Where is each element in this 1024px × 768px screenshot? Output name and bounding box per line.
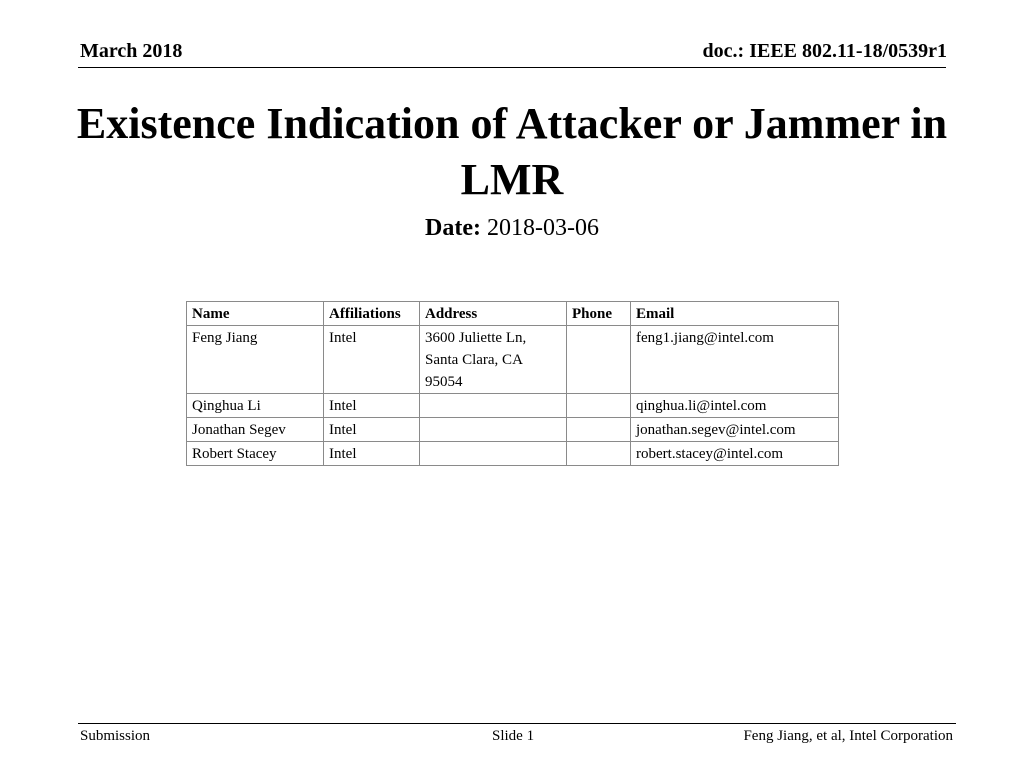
author-affiliation: Intel [324,418,420,442]
author-address [420,442,567,466]
header-date: March 2018 [80,40,183,62]
author-name: Jonathan Segev [187,418,324,442]
column-header-email: Email [631,302,839,326]
column-header-name: Name [187,302,324,326]
author-phone [567,326,631,394]
author-affiliation: Intel [324,394,420,418]
footer-author: Feng Jiang, et al, Intel Corporation [743,728,953,744]
author-email: qinghua.li@intel.com [631,394,839,418]
date-value: 2018-03-06 [486,215,599,241]
header-doc-id: doc.: IEEE 802.11-18/0539r1 [702,40,947,62]
date-line [0,215,1024,242]
author-affiliation: Intel [324,442,420,466]
date-label: Date: [425,215,481,241]
author-name: Robert Stacey [187,442,324,466]
table-row [187,418,839,442]
author-name: Qinghua Li [187,394,324,418]
column-header-address: Address [420,302,567,326]
author-address [420,394,567,418]
authors-table [186,301,839,466]
author-address [420,418,567,442]
footer-submission: Submission [80,728,151,744]
author-name: Feng Jiang [187,326,324,394]
author-affiliation: Intel [324,326,420,394]
author-phone [567,394,631,418]
author-address: 3600 Juliette Ln, Santa Clara, CA 95054 [420,326,567,394]
slide-title: Existence Indication of Attacker or Jammer in LMR [76,99,948,204]
author-email: robert.stacey@intel.com [631,442,839,466]
table-row [187,326,839,394]
author-phone [567,418,631,442]
table-row [187,394,839,418]
header-divider [78,67,946,68]
table-header-row [187,302,839,326]
author-phone [567,442,631,466]
author-email: feng1.jiang@intel.com [631,326,839,394]
author-email: jonathan.segev@intel.com [631,418,839,442]
footer-slide-number: Slide 1 [492,728,535,744]
column-header-affiliations: Affiliations [324,302,420,326]
table-row [187,442,839,466]
footer-divider [78,723,956,724]
column-header-phone: Phone [567,302,631,326]
